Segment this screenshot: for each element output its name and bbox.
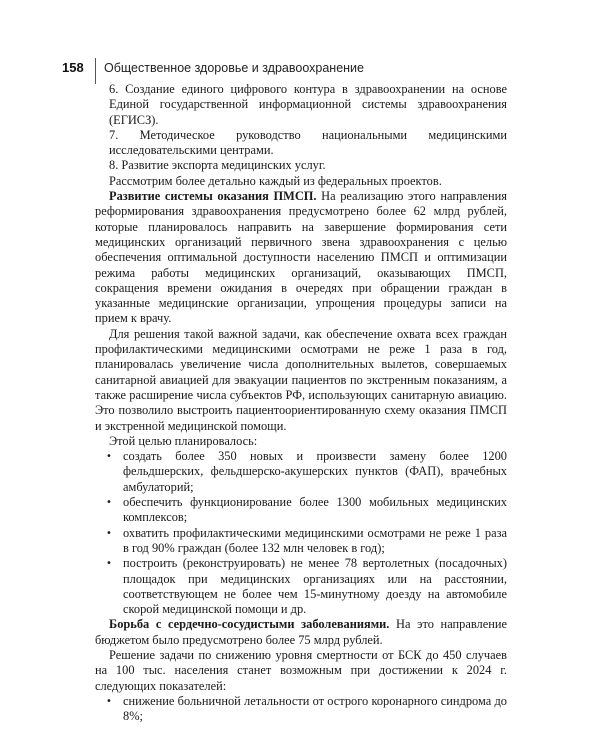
list-item — [95, 526, 507, 557]
list-item — [95, 556, 507, 617]
goal-bullet-list — [95, 449, 507, 617]
section-pmsp-heading: Развитие системы оказания ПМСП. — [109, 189, 317, 204]
intro-line: Рассмотрим более детально каждый из федеральных проектов. — [109, 173, 442, 188]
list-item-text: построить (реконструировать) не менее 78 вертолетных (посадочных) площадок при медицинских организациях или на расстоянии, соответствующем не более чем 15-минутному доезду на автомобиле скорой медицинской помощи и др. — [123, 556, 507, 617]
section-cardio-paragraph — [95, 617, 507, 648]
list-item — [95, 694, 507, 725]
section-pmsp-paragraph — [95, 189, 507, 327]
bullet-icon: • — [106, 451, 112, 463]
list-item — [95, 495, 507, 526]
bullet-icon: • — [106, 497, 112, 509]
indicator-bullet-list — [95, 694, 507, 725]
page-number: 158 — [62, 60, 84, 75]
mortality-paragraph: Решение задачи по снижению уровня смертности от БСК до 450 случаев на 100 тыс. населения станет возможным при достижении к 2024 г. следующих показателей: — [95, 647, 507, 693]
page-header — [62, 58, 542, 80]
numbered-item: 6. Создание единого цифрового контура в здравоохранении на основе Единой государственной информационной системы здравоохранения (ЕГИСЗ). — [109, 82, 507, 127]
tasks-paragraph: Для решения такой важной задачи, как обеспечение охвата всех граждан профилактическими медицинскими осмотрами не реже 1 раза в год, планировалась увеличение числа дополнительных вылетов, совершаемых санитарной авиацией для эвакуации пациентов по экстренным показаниям, а также расширение числа субъектов РФ, использующих санитарную авиацию. Это позволило выстроить пациентоориентированную схему оказания ПМСП и экстренной медицинской помощи. — [95, 326, 507, 433]
running-title: Общественное здоровье и здравоохранение — [104, 61, 364, 75]
list-item — [95, 449, 507, 495]
section-cardio-text: На это направление бюджетом было предусмотрено более 75 млрд рублей. — [95, 617, 507, 647]
list-item-text: охватить профилактическими медицинскими осмотрами не реже 1 раза в год 90% граждан (более 132 млн человек в год); — [123, 525, 507, 555]
page-body — [95, 82, 507, 724]
section-cardio-heading: Борьба с сердечно-сосудистыми заболеваниями. — [109, 617, 390, 632]
bullet-icon: • — [106, 695, 112, 707]
section-pmsp-text: На реализацию этого направления реформирования здравоохранения предусмотрено более 62 млрд рублей, которые планировалось направить на завершение формирования сети медицинских организаций первичного звена здравоохранения с целью обеспечения оптимальной доступности населению ПМСП и оптимизации режима работы медицинских организаций, оказывающих ПМСП, сокращения времени ожидания в очередях при обращении граждан в указанные медицинские организации, упрощения процедуры записи на прием к врачу. — [95, 189, 507, 326]
header-divider — [95, 58, 96, 84]
numbered-item: 7. Методическое руководство национальными медицинскими исследовательскими центрами. — [109, 127, 507, 158]
numbered-item: 8. Развитие экспорта медицинских услуг. — [109, 158, 326, 173]
bullet-icon: • — [106, 558, 112, 570]
list-item-text: снижение больничной летальности от острого коронарного синдрома до 8%; — [123, 693, 507, 724]
bullet-icon: • — [106, 527, 112, 539]
list-item-text: создать более 350 новых и произвести замену более 1200 фельдшерских, фельдшерско-акушерских пунктов (ФАП), врачебных амбулаторий; — [123, 449, 507, 494]
goal-intro: Этой целью планировалось: — [109, 433, 258, 448]
list-item-text: обеспечить функционирование более 1300 мобильных медицинских комплексов; — [123, 495, 507, 525]
